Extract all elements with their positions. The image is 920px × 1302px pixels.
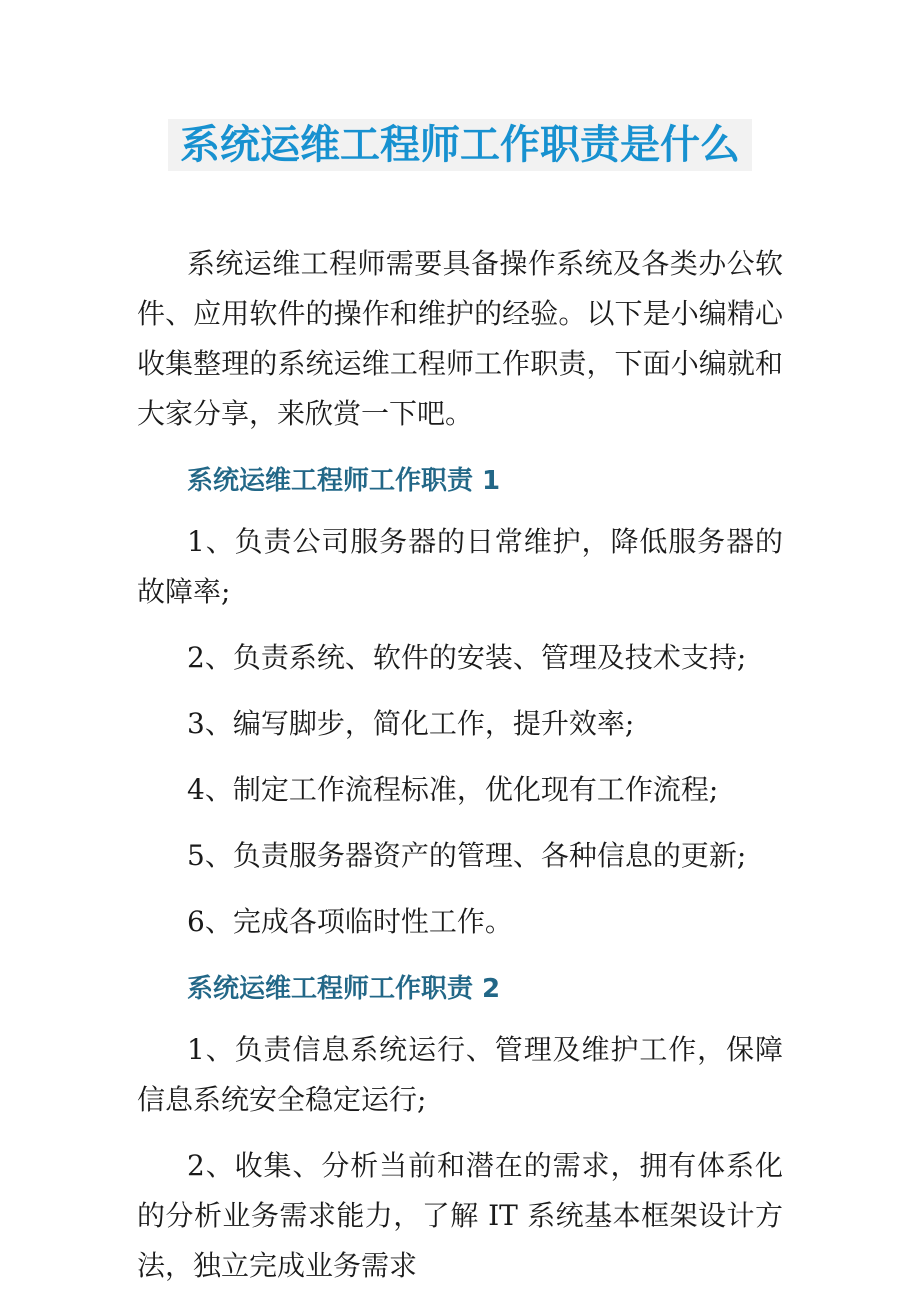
section-1-item-2: 2、负责系统、软件的安装、管理及技术支持;	[187, 641, 747, 674]
section-1-item-4: 4、制定工作流程标准，优化现有工作流程;	[187, 773, 719, 806]
section-1-item-5: 5、负责服务器资产的管理、各种信息的更新;	[187, 839, 747, 872]
section-2-heading: 系统运维工程师工作职责 2	[187, 974, 501, 1004]
document-title: 系统运维工程师工作职责是什么	[168, 119, 752, 171]
section-1-item-3: 3、编写脚步，简化工作，提升效率;	[187, 707, 635, 740]
section-2-item-2: 2、收集、分析当前和潜在的需求，拥有体系化的分析业务需求能力，了解 IT 系统基本框架设计方法，独立完成业务需求	[137, 1149, 783, 1282]
section-2-item-1: 1、负责信息系统运行、管理及维护工作，保障信息系统安全稳定运行;	[137, 1033, 783, 1116]
intro-paragraph: 系统运维工程师需要具备操作系统及各类办公软件、应用软件的操作和维护的经验。以下是小编精心收集整理的系统运维工程师工作职责，下面小编就和大家分享，来欣赏一下吧。	[137, 247, 783, 430]
section-1-item-1: 1、负责公司服务器的日常维护，降低服务器的故障率;	[137, 525, 783, 608]
section-1-item-6: 6、完成各项临时性工作。	[187, 905, 513, 938]
section-1-heading: 系统运维工程师工作职责 1	[187, 466, 501, 496]
